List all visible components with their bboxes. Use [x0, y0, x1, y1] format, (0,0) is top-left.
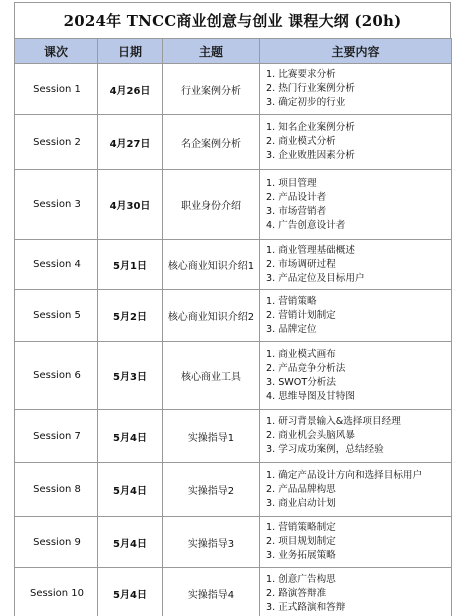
content-list-item: 1. 商业模式画布	[266, 348, 336, 360]
syllabus-table	[14, 38, 452, 616]
topic-cell: 核心商业工具	[163, 342, 260, 410]
topic-cell: 实操指导4	[163, 568, 260, 616]
topic-cell: 实操指导1	[163, 410, 260, 463]
content-cell	[260, 410, 452, 463]
session-cell: Session 1	[15, 64, 98, 115]
table-row	[15, 240, 452, 290]
session-cell: Session 6	[15, 342, 98, 410]
content-list-item: 2. 产品品牌构思	[266, 483, 336, 495]
date-cell: 5月4日	[98, 463, 163, 517]
content-list-item: 1. 确定产品设计方向和选择目标用户	[266, 469, 423, 481]
date-cell: 5月3日	[98, 342, 163, 410]
content-list-item: 2. 热门行业案例分析	[266, 83, 355, 94]
content-list-item: 3. 品牌定位	[266, 323, 317, 335]
content-list-item: 4. 广告创意设计者	[266, 219, 346, 231]
date-cell: 5月4日	[98, 410, 163, 463]
content-cell	[260, 240, 452, 290]
content-cell	[260, 115, 452, 170]
content-list-item: 3. 业务拓展策略	[266, 550, 336, 561]
content-list-item: 3. 正式路演和答辩	[266, 601, 346, 613]
content-list-item: 3. 企业败胜因素分析	[266, 150, 355, 161]
content-list	[266, 121, 451, 163]
content-list-item: 1. 创意广告构思	[266, 573, 336, 585]
content-list	[266, 68, 451, 110]
header-row	[15, 39, 452, 64]
content-list-item: 1. 知名企业案例分析	[266, 122, 355, 133]
session-cell: Session 8	[15, 463, 98, 517]
table-row	[15, 290, 452, 342]
page-title: 2024年 TNCC商业创意与创业 课程大纲 (20h)	[14, 2, 451, 38]
content-list-item: 1. 项目管理	[266, 177, 317, 189]
session-cell: Session 2	[15, 115, 98, 170]
date-cell: 5月4日	[98, 517, 163, 568]
content-list-item: 2. 营销计划制定	[266, 309, 336, 321]
header-topic: 主题	[163, 39, 260, 64]
table-row	[15, 115, 452, 170]
date-cell: 5月4日	[98, 568, 163, 616]
topic-cell: 实操指导3	[163, 517, 260, 568]
table-body	[15, 64, 452, 616]
content-list-item: 1. 商业管理基础概述	[266, 244, 355, 256]
topic-cell: 核心商业知识介绍2	[163, 290, 260, 342]
topic-cell: 实操指导2	[163, 463, 260, 517]
date-cell: 5月1日	[98, 240, 163, 290]
content-list-item: 1. 营销策略	[266, 295, 317, 307]
table-row	[15, 64, 452, 115]
content-list	[266, 177, 451, 233]
content-list-item: 2. 商业模式分析	[266, 136, 336, 147]
header-date: 日期	[98, 39, 163, 64]
content-cell	[260, 64, 452, 115]
content-list-item: 1. 研习背景输入&选择项目经理	[266, 416, 401, 427]
date-cell: 4月30日	[98, 170, 163, 240]
content-cell	[260, 290, 452, 342]
content-list-item: 3. 产品定位及目标用户	[266, 272, 365, 284]
content-list-item: 3. 商业启动计划	[266, 497, 336, 509]
session-cell: Session 3	[15, 170, 98, 240]
content-list	[266, 415, 451, 457]
date-cell: 4月27日	[98, 115, 163, 170]
header-content: 主要内容	[260, 39, 452, 64]
topic-cell: 核心商业知识介绍1	[163, 240, 260, 290]
content-cell	[260, 342, 452, 410]
session-cell: Session 4	[15, 240, 98, 290]
session-cell: Session 7	[15, 410, 98, 463]
content-list	[266, 295, 451, 337]
content-cell	[260, 568, 452, 616]
header-session: 课次	[15, 39, 98, 64]
content-list-item: 3. 确定初步的行业	[266, 97, 346, 108]
content-list-item: 2. 市场调研过程	[266, 258, 336, 270]
content-cell	[260, 463, 452, 517]
content-list-item: 2. 产品竞争分析法	[266, 362, 346, 374]
session-cell: Session 5	[15, 290, 98, 342]
table-row	[15, 410, 452, 463]
topic-cell: 行业案例分析	[163, 64, 260, 115]
table-row	[15, 517, 452, 568]
date-cell: 5月2日	[98, 290, 163, 342]
content-list-item: 1. 比赛要求分析	[266, 69, 336, 80]
table-row	[15, 568, 452, 616]
table-row	[15, 342, 452, 410]
session-cell: Session 10	[15, 568, 98, 616]
table-row	[15, 170, 452, 240]
content-list-item: 3. SWOT分析法	[266, 376, 336, 388]
content-list-item: 2. 产品设计者	[266, 191, 327, 203]
content-list-item: 2. 商业机会头脑风暴	[266, 430, 355, 441]
topic-cell: 名企案例分析	[163, 115, 260, 170]
content-list-item: 4. 思维导图及甘特图	[266, 390, 355, 402]
content-list	[266, 469, 451, 511]
session-cell: Session 9	[15, 517, 98, 568]
table-row	[15, 463, 452, 517]
content-list-item: 2. 项目规划制定	[266, 536, 336, 547]
content-list-item: 3. 市场营销者	[266, 205, 327, 217]
content-cell	[260, 517, 452, 568]
content-list-item: 3. 学习成功案例，总结经验	[266, 444, 384, 455]
content-list	[266, 244, 451, 286]
topic-cell: 职业身份介绍	[163, 170, 260, 240]
content-list	[266, 521, 451, 563]
content-cell	[260, 170, 452, 240]
date-cell: 4月26日	[98, 64, 163, 115]
content-list-item: 1. 营销策略制定	[266, 522, 336, 533]
content-list	[266, 348, 451, 404]
content-list	[266, 573, 451, 615]
content-list-item: 2. 路演答辩准	[266, 587, 327, 599]
